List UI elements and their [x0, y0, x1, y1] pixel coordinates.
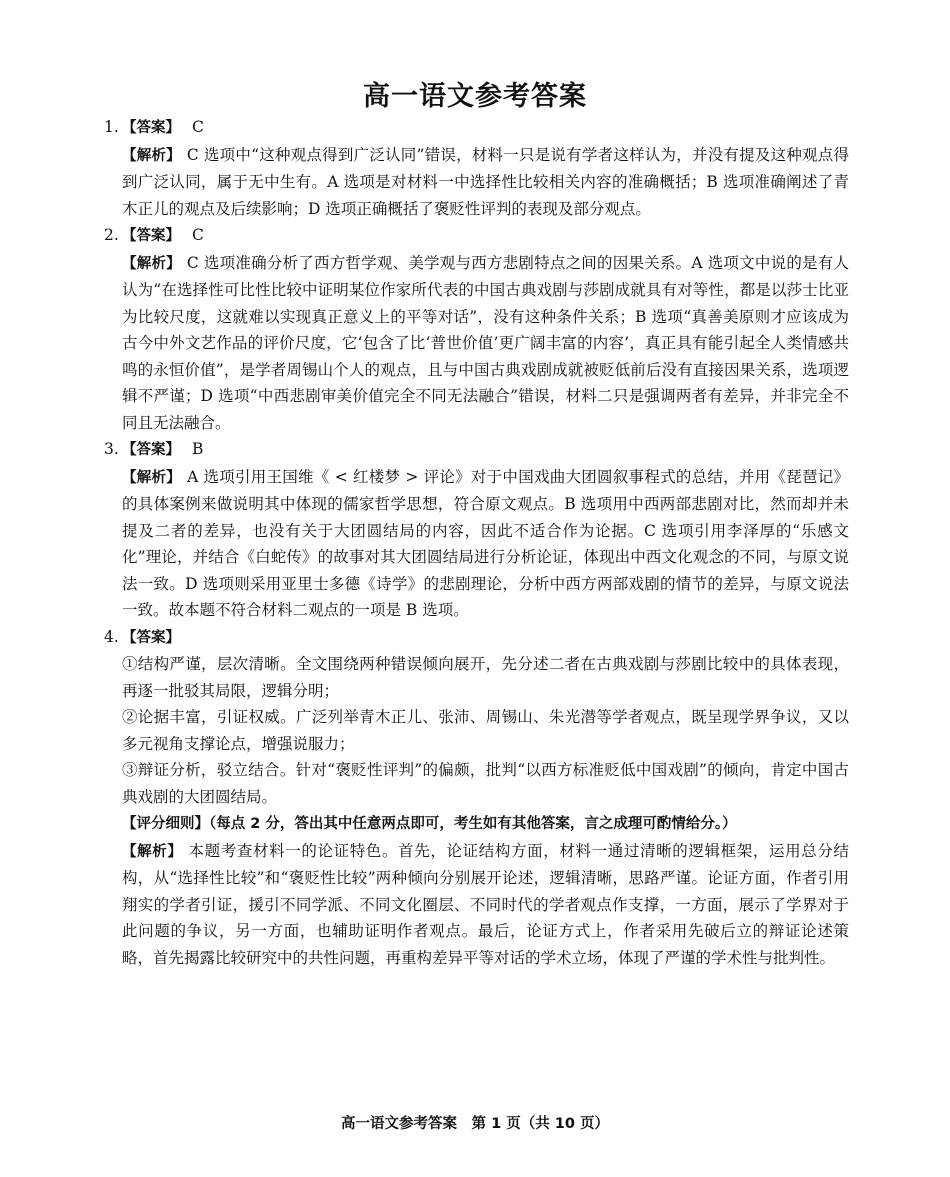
analysis-text: C 选项准确分析了西方哲学观、美学观与西方悲剧特点之间的因果关系。A 选项文中说的是有人认为“在选择性可比性比较中证明某位作家所代表的中国古典戏剧与莎剧成就具有对等性，都是以莎士比亚为比较尺度，这就难以实现真正意义上的平等对话”，没有这种条件关系；B 选项“真善美原则才应该成为古今中外文艺作品的评价尺度，它‘包含了比‘普世价值’更广阔丰富的内容’，真正具有能引起全人类情感共鸣的永恒价值”，是学者周锡山个人的观点，且与中国古典戏剧成就被贬低前后没有直接因果关系，选项逻辑不严谨；D 选项“中西悲剧审美价值完全不同无法融合”错误，材料二只是强调两者有差异，并非完全不同且无法融合。 [122, 253, 849, 432]
answer-point-1: ①结构严谨，层次清晰。全文围绕两种错误倾向展开，先分述二者在古典戏剧与莎剧比较中的具体表现，再逐一批驳其局限，逻辑分明； [122, 655, 849, 700]
question-2-analysis [122, 250, 849, 437]
question-3-answer [104, 436, 849, 464]
question-3-analysis [122, 464, 849, 624]
page-footer: 高一语文参考答案 第 1 页（共 10 页） [341, 1116, 609, 1132]
question-1-analysis [122, 142, 849, 223]
question-number: 4. [104, 627, 119, 646]
analysis-text: C 选项中“这种观点得到广泛认同”错误，材料一只是说有学者这样认为，并没有提及这种观点得到广泛认同，属于无中生有。A 选项是对材料一中选择性比较相关内容的准确概括；B 选项准确阐述了青木正儿的观点及后续影响；D 选项正确概括了褒贬性评判的表现及部分观点。 [122, 145, 850, 218]
answer-content [104, 114, 849, 971]
analysis-label: 【解析】 [122, 147, 181, 164]
analysis-label: 【解析】 [122, 469, 182, 486]
analysis-label: 【解析】 [122, 843, 183, 860]
rubric-label: 【评分细则】 [122, 816, 209, 832]
answer-label: 【答案】 [122, 228, 180, 244]
question-4-rubric [122, 810, 849, 838]
answer-point-3: ③辩证分析，驳立结合。针对“褒贬性评判”的偏颇，批判“以西方标准贬低中国戏剧”的倾向，肯定中国古典戏剧的大团圆结局。 [122, 761, 849, 806]
question-number: 3. [104, 440, 119, 458]
question-4-analysis [122, 838, 849, 972]
answer-value: B [192, 440, 204, 458]
answer-value: C [192, 118, 204, 136]
answer-label: 【答案】 [122, 120, 180, 136]
question-2-answer [104, 222, 849, 250]
analysis-label: 【解析】 [122, 255, 181, 272]
page-title: 高一语文参考答案 [363, 81, 587, 112]
question-number: 2. [104, 226, 119, 244]
answer-point-2: ②论据丰富，引证权威。广泛列举青木正儿、张沛、周锡山、朱光潜等学者观点，既呈现学界争议，又以多元视角支撑论点，增强说服力； [122, 708, 849, 753]
answer-label: 【答案】 [122, 629, 180, 646]
rubric-text: （每点 2 分，答出其中任意两点即可，考生如有其他答案，言之成理可酌情给分。） [209, 816, 737, 832]
question-4-answer [104, 624, 849, 652]
analysis-text: A 选项引用王国维《 < 红楼梦 > 评论》对于中国戏曲大团圆叙事程式的总结，并用《琵琶记》的具体案例来做说明其中体现的儒家哲学思想，符合原文观点。B 选项用中西两部悲剧对比，然而却并未提及二者的差异，也没有关于大团圆结局的内容，因此不适合作为论据。C 选项引用李泽厚的“乐感文化”理论，并结合《白蛇传》的故事对其大团圆结局进行分析论证，体现出中西文化观念的不同，与原文说法一致。D 选项则采用亚里士多德《诗学》的悲剧理论，分析中西方两部戏剧的情节的差异，与原文说法一致。故本题不符合材料二观点的一项是 B 选项。 [122, 467, 849, 619]
answer-label: 【答案】 [122, 442, 180, 458]
question-number: 1. [104, 118, 119, 136]
question-1-answer [104, 114, 849, 142]
analysis-text: 本题考查材料一的论证特色。首先，论证结构方面，材料一通过清晰的逻辑框架，运用总分结构，从“选择性比较”和“褒贬性比较”两种倾向分别展开论述，逻辑清晰，思路严谨。论证方面，作者引用翔实的学者引证，援引不同学派、不同文化圈层、不同时代的学者观点作支撑，一方面，展示了学界对于此问题的争议，另一方面，也辅助证明作者观点。最后，论证方式上，作者采用先破后立的辩证论述策略，首先揭露比较研究中的共性问题，再重构差异平等对话的学术立场，体现了严谨的学术性与批判性。 [122, 841, 849, 967]
answer-value: C [192, 226, 204, 244]
